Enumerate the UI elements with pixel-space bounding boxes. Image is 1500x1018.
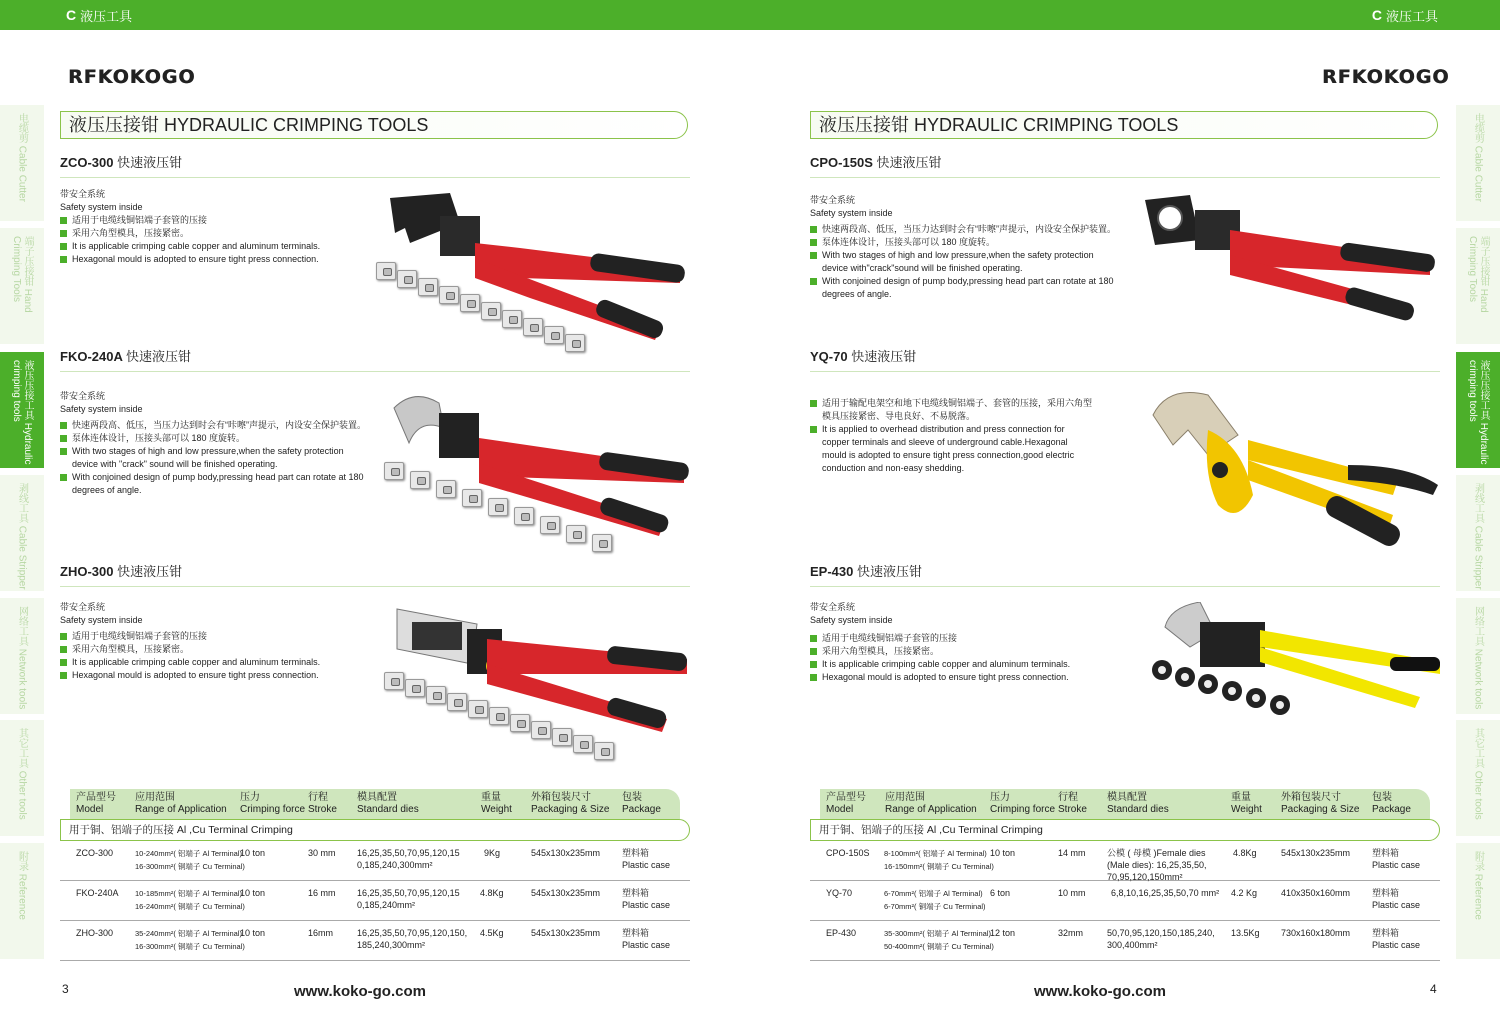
cpo-150s-tool-image (1140, 190, 1440, 340)
side-tab-cable-stripper[interactable]: 剥线工具 Cable Stripper (1456, 475, 1500, 591)
product-description: 带安全系统 Safety system inside 适用于电缆线铜铝端子套管的压接 采用六角型模具，压接紧密。 It is applicable crimping cable copper and aluminum terminals. Hexagonal mould is adopted to ensure tight press connection. (60, 601, 380, 682)
side-tab-network-tools[interactable]: 网络工具 Network tools (0, 598, 44, 714)
side-tab-network-tools[interactable]: 网络工具 Network tools (1456, 598, 1500, 714)
side-tab-hand-crimping[interactable]: 端子压接钳 Hand Crimping Tools (1456, 228, 1500, 344)
side-tab-other-tools[interactable]: 其它工具 Other tools (1456, 720, 1500, 836)
side-tab-cable-stripper[interactable]: 剥线工具 Cable Stripper (0, 475, 44, 591)
brand-logo: RFKOKOGO (1322, 66, 1450, 88)
yq-70-tool-image (1148, 385, 1448, 565)
side-tab-other-tools[interactable]: 其它工具 Other tools (0, 720, 44, 836)
table-row: ZCO-300 10-240mm²( 铝端子 Al Terminal) 16-300mm²( 铜端子 Cu Terminal) 10 ton 30 mm 16,25,35,50,70,95,120,15 0,185,240,300mm² 9Kg 545x130x235mm 塑料箱 Plastic case (60, 841, 690, 881)
spec-category: 用于铜、铝端子的压接 Al ,Cu Terminal Crimping (60, 819, 690, 841)
side-tab-hydraulic[interactable]: 液压压接工具 Hydraulic crimping tools (1456, 352, 1500, 468)
side-tab-hydraulic[interactable]: 液压压接工具 Hydraulic crimping tools (0, 352, 44, 468)
section-name: 液压工具 (1385, 8, 1438, 24)
product-description: 带安全系统 Safety system inside 快速两段高、低压，当压力达到时会有“咔嚓”声提示，内设安全保护装置。 泵体连体设计，压接头部可以 180 度旋转。 With two stages of high and low pressure,when the safety protection device with "crack" sound will be finished operating. With conjoined design of pump body,pressing head part can rotate at 180 degrees of angle. (60, 390, 380, 497)
section-title: 液压压接钳 HYDRAULIC CRIMPING TOOLS (810, 111, 1438, 139)
side-tab-hand-crimping[interactable]: 端子压接钳 Hand Crimping Tools (0, 228, 44, 344)
product-name: CPO-150S 快速液压钳 (810, 152, 1440, 178)
fko-240a-tool-image (384, 388, 694, 548)
website-link[interactable]: www.koko-go.com (294, 983, 426, 1000)
product-name: EP-430 快速液压钳 (810, 561, 1440, 587)
product-name: FKO-240A 快速液压钳 (60, 346, 690, 372)
product-description: 带安全系统 Safety system inside 快速两段高、低压，当压力达到时会有“咔嚓”声提示，内设安全保护装置。 泵体连体设计，压接头部可以 180 度旋转。 With two stages of high and low pressure,when the safety protection device with"crack"sound will be finished operating. With conjoined design of pump body,pressing head part can rotate at 180 degrees of angle. (810, 194, 1130, 301)
product-description: 带安全系统 Safety system inside 适用于电缆线铜铝端子套管的压接 采用六角型模具，压接紧密。 It is applicable crimping cable copper and aluminum terminals. Hexagonal mould is adopted to ensure tight press connection. (60, 188, 380, 266)
spec-table (810, 789, 1440, 961)
page-number: 3 (62, 982, 69, 996)
page-number: 4 (1430, 982, 1437, 996)
product-name: ZCO-300 快速液压钳 (60, 152, 690, 178)
brand-logo: RFKOKOGO (68, 66, 196, 88)
section-name: 液压工具 (80, 8, 133, 24)
website-link[interactable]: www.koko-go.com (1034, 983, 1166, 1000)
spec-table-header: 产品型号 Model 应用范围 Range of Application 压力 Crimping force 行程 Stroke 模具配置 Standard dies 重量 Weight 外箱包装尺寸 Packaging & Size 包装 Package (70, 789, 680, 819)
spec-table-header: 产品型号 Model 应用范围 Range of Application 压力 Crimping force 行程 Stroke 模具配置 Standard dies 重量 Weight 外箱包装尺寸 Packaging & Size 包装 Package (820, 789, 1430, 819)
spec-table (60, 789, 690, 961)
right-page (750, 0, 1500, 1018)
section-title: 液压压接钳 HYDRAULIC CRIMPING TOOLS (60, 111, 688, 139)
side-tab-cable-cutter[interactable]: 电缆剪 Cable Cutter (1456, 105, 1500, 221)
section-header-bar (0, 0, 750, 30)
section-header-bar (750, 0, 1500, 30)
section-letter: C (66, 7, 77, 23)
product-name: YQ-70 快速液压钳 (810, 346, 1440, 372)
zho-300-tool-image (392, 604, 692, 739)
side-tab-reference[interactable]: 附录 Reference (0, 843, 44, 959)
table-row: ZHO-300 35-240mm²( 铝端子 Al Terminal) 16-300mm²( 铜端子 Cu Terminal) 10 ton 16mm 16,25,35,50,70,95,120,150, 185,240,300mm² 4.5Kg 545x130x235mm 塑料箱 Plastic case (60, 921, 690, 961)
table-row: EP-430 35-300mm²( 铝端子 Al Terminal) 50-400mm²( 铜端子 Cu Terminal) 12 ton 32mm 50,70,95,120,150,185,240, 300,400mm² 13.5Kg 730x160x180mm 塑料箱 Plastic case (810, 921, 1440, 961)
table-row: CPO-150S 8-100mm²( 铝端子 Al Terminal) 16-150mm²( 铜端子 Cu Terminal) 10 ton 14 mm 公模 ( 母模 )Female dies (Male dies): 16,25,35,50, 70,95,120,150mm² 4.8Kg 545x130x235mm 塑料箱 Plastic case (810, 841, 1440, 881)
product-description: 适用于输配电架空和地下电缆线铜铝端子、套管的压接，采用六角型 模具压接紧密、导电良好、不易脱落。 It is applied to overhead distribution and press connection for copper terminals and sleeve of underground cable.Hexagonal mould is adopted to ensure tight press connection,good electric conduction and non-easy shedding. (810, 397, 1130, 475)
spec-category: 用于铜、铝端子的压接 Al ,Cu Terminal Crimping (810, 819, 1440, 841)
table-row: FKO-240A 10-185mm²( 铝端子 Al Terminal) 16-240mm²( 铜端子 Cu Terminal) 10 ton 16 mm 16,25,35,50,70,95,120,15 0,185,240mm² 4.8Kg 545x130x235mm 塑料箱 Plastic case (60, 881, 690, 921)
product-name: ZHO-300 快速液压钳 (60, 561, 690, 587)
side-tab-cable-cutter[interactable]: 电缆剪 Cable Cutter (0, 105, 44, 221)
table-row: YQ-70 6-70mm²( 铝端子 Al Terminal) 6-70mm²( 铜端子 Cu Terminal) 6 ton 10 mm 6,8,10,16,25,35,50,70 mm² 4.2 Kg 410x350x160mm 塑料箱 Plastic case (810, 881, 1440, 921)
section-letter: C (1371, 7, 1382, 23)
product-description: 带安全系统 Safety system inside 适用于电缆线铜铝端子套管的压接 采用六角型模具，压接紧密。 It is applicable crimping cable copper and aluminum terminals. Hexagonal mould is adopted to ensure tight press connection. (810, 601, 1130, 684)
ep-430-tool-image (1160, 602, 1445, 712)
side-tab-reference[interactable]: 附录 Reference (1456, 843, 1500, 959)
